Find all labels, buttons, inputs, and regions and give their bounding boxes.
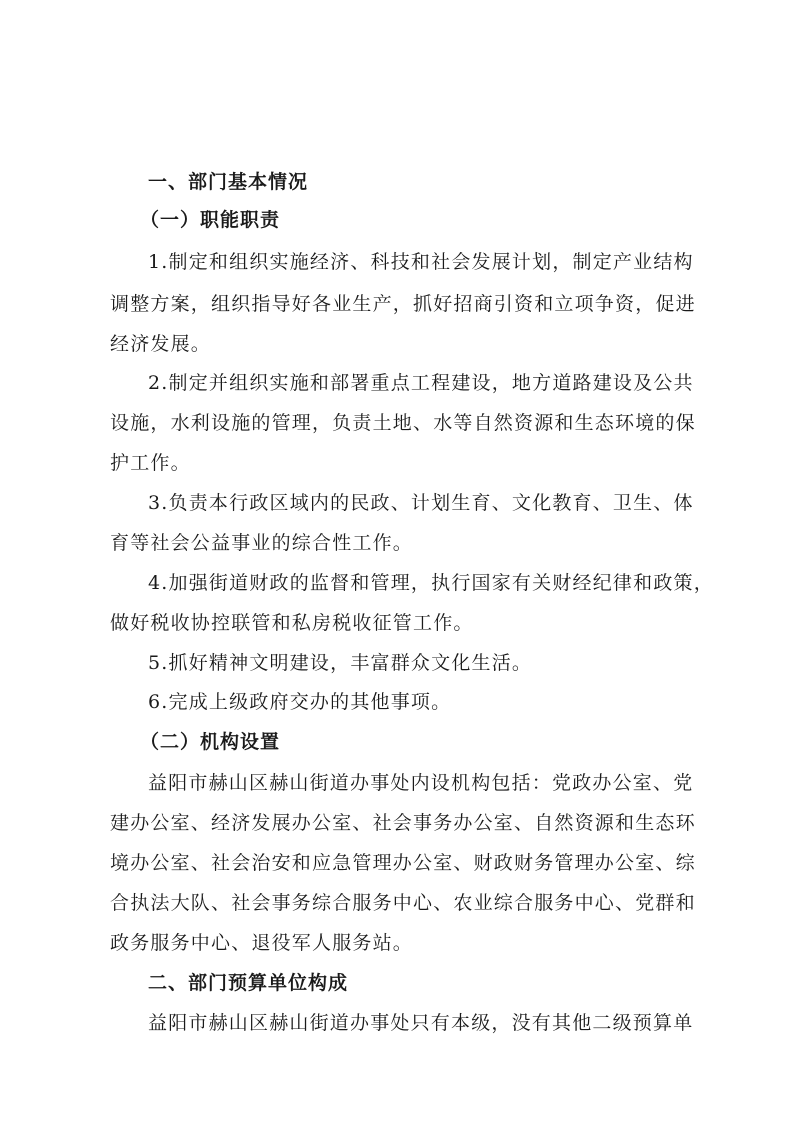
duty-item-6: 6.完成上级政府交办的其他事项。 [148,691,452,713]
duty-item-3-line-2: 育等社会公益事业的综合性工作。 [110,532,414,554]
duty-item-1-line-2: 调整方案，组织指导好各业生产，抓好招商引资和立项争资，促进 [110,293,696,315]
duty-item-2-line-1: 2.制定并组织实施和部署重点工程建设，地方道路建设及公共 [148,372,694,394]
duty-item-4-line-2: 做好税收协控联管和私房税收征管工作。 [110,612,474,634]
budget-units-line-1: 益阳市赫山区赫山街道办事处只有本级，没有其他二级预算单 [148,1012,694,1034]
section-heading-budget-units: 二、部门预算单位构成 [148,972,349,994]
organization-line-5: 政务服务中心、退役军人服务站。 [110,932,414,954]
duty-item-2-line-3: 护工作。 [110,452,191,474]
duty-item-1-line-1: 1.制定和组织实施经济、科技和社会发展计划，制定产业结构 [148,251,694,273]
duty-item-4-line-1: 4.加强街道财政的监督和管理，执行国家有关财经纪律和政策， [148,572,714,594]
organization-line-3: 境办公室、社会治安和应急管理办公室、财政财务管理办公室、综 [110,852,696,874]
duty-item-3-line-1: 3.负责本行政区域内的民政、计划生育、文化教育、卫生、体 [148,492,694,514]
organization-line-4: 合执法大队、社会事务综合服务中心、农业综合服务中心、党群和 [110,892,696,914]
section-heading-basic-info: 一、部门基本情况 [148,171,309,193]
organization-line-1: 益阳市赫山区赫山街道办事处内设机构包括：党政办公室、党 [148,772,694,794]
subsection-heading-organization: （二）机构设置 [140,731,281,753]
subsection-heading-duties: （一）职能职责 [140,209,281,231]
organization-line-2: 建办公室、经济发展办公室、社会事务办公室、自然资源和生态环 [110,812,696,834]
duty-item-1-line-3: 经济发展。 [110,333,212,355]
duty-item-5: 5.抓好精神文明建设，丰富群众文化生活。 [148,652,533,674]
duty-item-2-line-2: 设施，水利设施的管理，负责土地、水等自然资源和生态环境的保 [110,412,696,434]
